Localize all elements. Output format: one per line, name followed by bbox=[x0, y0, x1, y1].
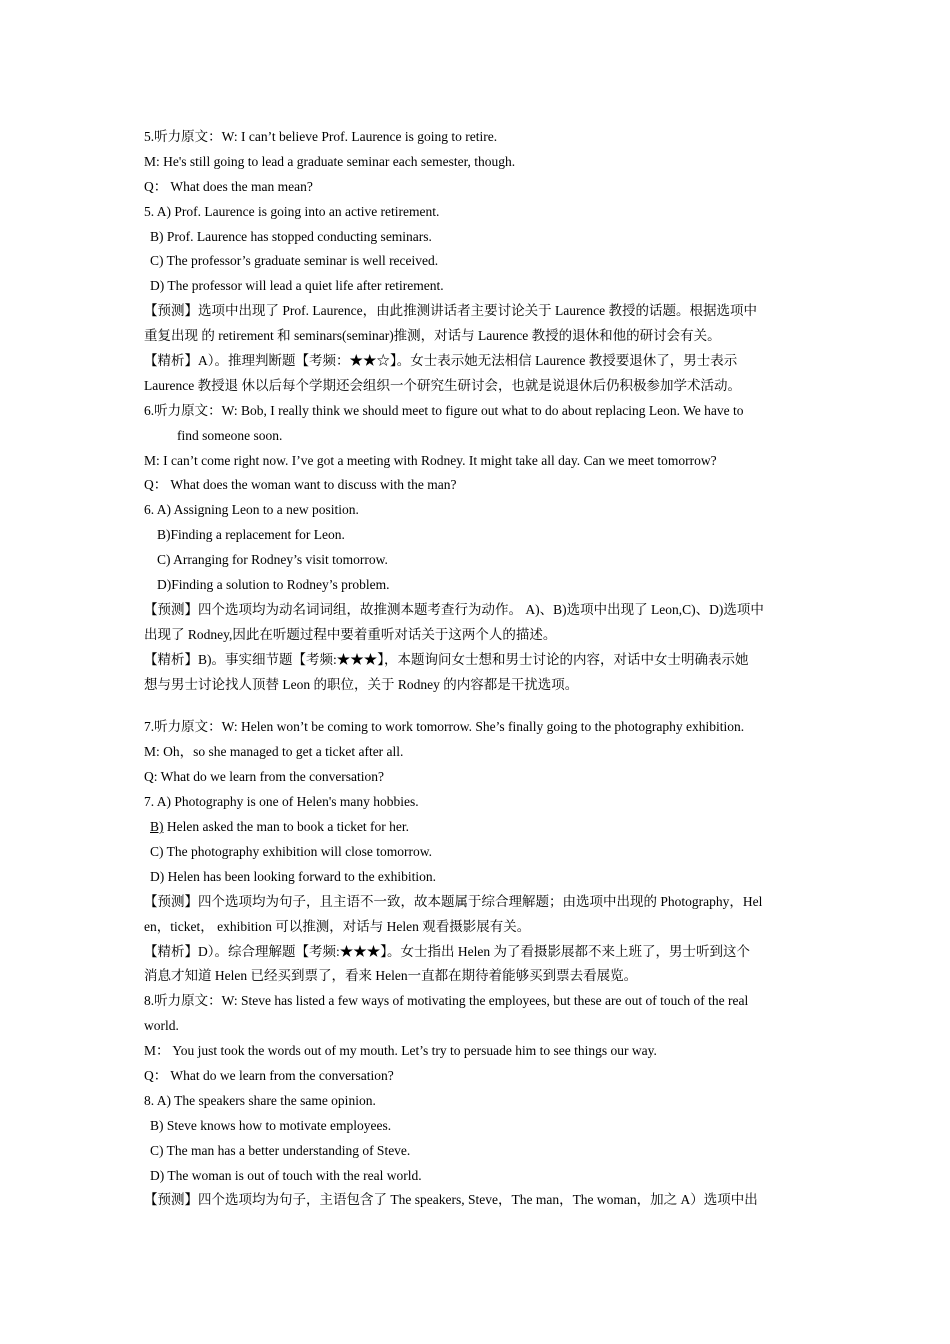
question-6-section bbox=[144, 399, 808, 698]
q8-script-woman-line-1: 8.听力原文：W: Steve has listed a few ways of motivating the employees, but these are out of touch of the real bbox=[144, 993, 749, 1009]
q5-prediction-line-1: 【预测】选项中出现了 Prof. Laurence，由此推测讲话者主要讨论关于 Laurence 教授的话题。根据选项中 bbox=[144, 303, 758, 319]
q7-analysis-line-2: 消息才知道 Helen 已经买到票了，看来 Helen一直都在期待着能够买到票去看展览。 bbox=[144, 968, 638, 984]
q5-script-man: M: He's still going to lead a graduate seminar each semester, though. bbox=[144, 153, 516, 169]
q8-option-d: D) The woman is out of touch with the real world. bbox=[150, 1167, 422, 1183]
q7-analysis-line-1: 【精析】D）。综合理解题【考频:★★★】。女士指出 Helen 为了看摄影展都不来上班了，男士听到这个 bbox=[144, 943, 750, 959]
q5-option-d: D) The professor will lead a quiet life after retirement. bbox=[150, 278, 444, 294]
question-8-section bbox=[144, 989, 808, 1213]
q5-script-woman: 5.听力原文：W: I can’t believe Prof. Laurence is going to retire. bbox=[144, 129, 498, 144]
q7-script-man: M: Oh，so she managed to get a ticket after all. bbox=[144, 744, 404, 760]
q6-option-c: C) Arranging for Rodney’s visit tomorrow. bbox=[157, 552, 388, 568]
q6-option-b: B)Finding a replacement for Leon. bbox=[157, 527, 345, 543]
q5-option-b: B) Prof. Laurence has stopped conducting seminars. bbox=[150, 228, 432, 244]
q6-script-woman-line-2: find someone soon. bbox=[177, 427, 283, 443]
question-7-section bbox=[144, 715, 808, 989]
q6-analysis-line-2: 想与男士讨论找人顶替 Leon 的职位，关于 Rodney 的内容都是干扰选项。 bbox=[144, 676, 579, 692]
question-5-section bbox=[144, 125, 808, 399]
q8-option-a: 8. A) The speakers share the same opinion. bbox=[144, 1092, 376, 1108]
q5-option-c: C) The professor’s graduate seminar is well received. bbox=[150, 253, 439, 269]
q6-option-d: D)Finding a solution to Rodney’s problem. bbox=[157, 577, 390, 593]
q8-script-woman-line-2: world. bbox=[144, 1018, 179, 1034]
q6-script-woman-line-1: 6.听力原文：W: Bob, I really think we should meet to figure out what to do about replacing Leon. We have to bbox=[144, 402, 744, 418]
q5-question: Q： What does the man mean? bbox=[144, 178, 313, 194]
section-spacer bbox=[144, 697, 808, 715]
q7-prediction-line-2: en，ticket， exhibition 可以推测，对话与 Helen 观看摄影展有关。 bbox=[144, 918, 531, 934]
q6-script-man: M: I can’t come right now. I’ve got a meeting with Rodney. It might take all day. Can we meet tomorrow? bbox=[144, 452, 717, 468]
q7-option-b-label: B) bbox=[150, 819, 164, 835]
q6-prediction-line-1: 【预测】四个选项均为动名词词组，故推测本题考查行为动作。 A)、B)选项中出现了 Leon,C)、D)选项中 bbox=[144, 601, 764, 617]
document-body bbox=[144, 125, 808, 1213]
q6-prediction-line-2: 出现了 Rodney,因此在听题过程中要着重听对话关于这两个人的描述。 bbox=[144, 626, 557, 642]
q8-option-c: C) The man has a better understanding of Steve. bbox=[150, 1142, 411, 1158]
q7-script-woman: 7.听力原文：W: Helen won’t be coming to work tomorrow. She’s finally going to the photography exhibition. bbox=[144, 719, 745, 735]
q8-prediction-line-1: 【预测】四个选项均为句子，主语包含了 The speakers, Steve，The man，The woman，加之 A）选项中出 bbox=[144, 1192, 758, 1208]
q7-option-b-text: Helen asked the man to book a ticket for her. bbox=[163, 819, 410, 835]
q7-question: Q: What do we learn from the conversation? bbox=[144, 769, 385, 785]
q5-option-a: 5. A) Prof. Laurence is going into an active retirement. bbox=[144, 203, 440, 219]
q6-option-a: 6. A) Assigning Leon to a new position. bbox=[144, 502, 359, 518]
q7-prediction-line-1: 【预测】四个选项均为句子，且主语不一致，故本题属于综合理解题；由选项中出现的 Photography，Hel bbox=[144, 893, 763, 909]
q5-prediction-line-2: 重复出现 的 retirement 和 seminars(seminar)推测，对话与 Laurence 教授的退休和他的研讨会有关。 bbox=[144, 328, 721, 344]
q7-option-a: 7. A) Photography is one of Helen's many hobbies. bbox=[144, 794, 419, 810]
q8-option-b: B) Steve knows how to motivate employees. bbox=[150, 1117, 392, 1133]
q8-question: Q： What do we learn from the conversation? bbox=[144, 1067, 394, 1083]
q6-analysis-line-1: 【精析】B)。事实细节题【考频:★★★】，本题询问女士想和男士讨论的内容，对话中女士明确表示她 bbox=[144, 651, 749, 667]
q6-question: Q： What does the woman want to discuss with the man? bbox=[144, 477, 457, 493]
q7-option-c: C) The photography exhibition will close tomorrow. bbox=[150, 843, 432, 859]
q7-option-b bbox=[144, 815, 808, 840]
q5-analysis-line-1: 【精析】A）。推理判断题【考频：★★☆】。女士表示她无法相信 Laurence 教授要退休了，男士表示 bbox=[144, 353, 738, 369]
q8-script-man: M： You just took the words out of my mouth. Let’s try to persuade him to see things our way. bbox=[144, 1043, 657, 1059]
q5-analysis-line-2: Laurence 教授退 休以后每个学期还会组织一个研究生研讨会，也就是说退休后仍积极参加学术活动。 bbox=[144, 377, 741, 393]
q7-option-d: D) Helen has been looking forward to the exhibition. bbox=[150, 868, 437, 884]
